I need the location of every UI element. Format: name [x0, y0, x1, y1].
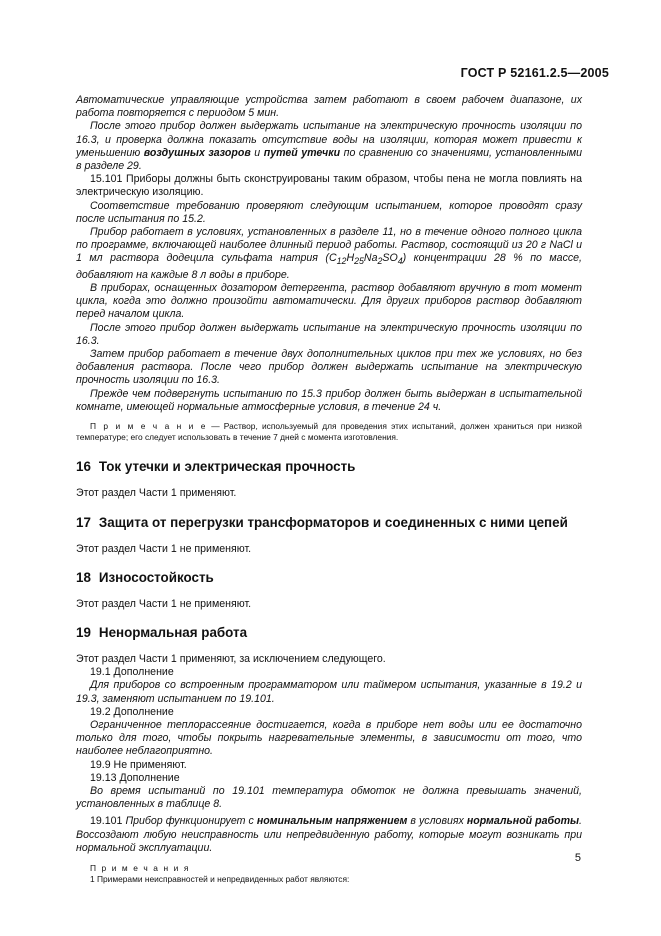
- section-title: Износостойкость: [98, 569, 214, 585]
- paragraph: После этого прибор должен выдержать испытание на электрическую прочность изоляции по 16.3.: [76, 321, 582, 347]
- document-body: [76, 94, 582, 885]
- note: 1 Примерами неисправностей и непредвиденных работ являются:: [90, 874, 350, 885]
- subscript: 25: [354, 256, 364, 267]
- paragraph: Этот раздел Части 1 применяют, за исключением следующего.: [76, 653, 386, 665]
- clause-heading: 19.2 Дополнение: [90, 705, 174, 718]
- clause-19-101: [76, 815, 582, 855]
- text-run: в условиях: [407, 815, 467, 828]
- section-heading: [76, 515, 582, 531]
- note-label: П р и м е ч а н и е: [90, 420, 208, 431]
- term-clearance: воздушных зазоров: [143, 146, 251, 159]
- text-run: Прибор функционирует с: [125, 815, 257, 828]
- section-title: Ток утечки и электрическая прочность: [98, 459, 356, 475]
- clause-number: 19.101: [90, 815, 126, 828]
- paragraph: Этот раздел Части 1 применяют.: [76, 487, 237, 500]
- clause-heading: 19.1 Дополнение: [90, 666, 174, 679]
- paragraph: Для приборов со встроенным программатором или таймером испытания, указанные в 19.2 и 19.3, заменяют испытанием по 19.101.: [76, 679, 582, 705]
- paragraph: [76, 120, 582, 173]
- section-number: 18: [76, 569, 91, 585]
- term-normal-operation: нормальной работы: [466, 815, 580, 828]
- page-number: 5: [574, 852, 581, 864]
- section-heading: [76, 625, 582, 641]
- section-number: 16: [76, 459, 91, 475]
- clause-15-101: 15.101 Приборы должны быть сконструированы таким образом, чтобы пена не могла повлиять на электрическую изоляцию.: [76, 173, 582, 199]
- text-run: . Воссоздают любую неисправность или непредвиденную работу, которые могут возникать при нормальной эксплуатации.: [76, 815, 582, 854]
- text-run: по сравнению со значениями, установленными в разделе 29.: [76, 146, 583, 173]
- text-run: После этого прибор должен выдержать испытание на электрическую прочность изоляции по 16.3, и проверка должна показать отсутствие воды на изоляции, которая может привести к уменьшению: [76, 120, 582, 159]
- text-run: SO: [382, 252, 398, 265]
- paragraph: Этот раздел Части 1 не применяют.: [76, 597, 252, 610]
- paragraph: [76, 226, 582, 282]
- clause-heading: 19.13 Дополнение: [90, 771, 180, 784]
- paragraph: Этот раздел Части 1 не применяют.: [76, 542, 252, 555]
- text-run: ) концентрации 28 % по массе, добавляют на каждые 8 л воды в приборе.: [76, 252, 582, 281]
- paragraph: Прежде чем подвергнуть испытанию по 15.3 прибор должен быть выдержан в испытательной комнате, имеющей нормальные атмосферные условия, в течение 24 ч.: [76, 387, 582, 413]
- section-heading: [76, 570, 582, 586]
- paragraph: Во время испытаний по 19.101 температура обмоток не должна превышать значений, установленных в таблице 8.: [76, 785, 582, 811]
- clause-heading: 19.9 Не применяют.: [90, 758, 187, 771]
- paragraph: Соответствие требованию проверяют следующим испытанием, которое проводят сразу после испытания по 15.2.: [76, 199, 582, 225]
- note: [76, 421, 582, 443]
- paragraph: Ограниченное теплорассеяние достигается, когда в приборе нет воды или ее достаточно только для того, чтобы покрыть нагревательные элементы, в зависимости от того, что наиболее неблагоприятно.: [76, 719, 582, 758]
- subscript: 4: [397, 256, 403, 267]
- section-title: Ненормальная работа: [98, 625, 248, 640]
- section-title: Защита от перегрузки трансформаторов и соединенных с ними цепей: [98, 514, 568, 530]
- standard-id: ГОСТ Р 52161.2.5—2005: [460, 66, 609, 80]
- subscript: 12: [336, 256, 347, 267]
- section-number: 17: [76, 514, 91, 530]
- text-run: H: [346, 252, 355, 265]
- paragraph: Автоматические управляющие устройства затем работают в своем рабочем диапазоне, их работа повторяется с периодом 5 мин.: [76, 94, 582, 120]
- note-text: — Раствор, используемый для проведения этих испытаний, должен храниться при низкой температуре; его следует использовать в течение 7 дней с момента изготовления.: [76, 420, 582, 443]
- term-rated-voltage: номинальным напряжением: [256, 815, 408, 828]
- term-creepage: путей утечки: [263, 146, 341, 159]
- subscript: 2: [377, 256, 383, 267]
- text-run: и: [250, 146, 264, 159]
- text-run: Na: [363, 252, 378, 265]
- paragraph: Затем прибор работает в течение двух дополнительных циклов при тех же условиях, но без добавления раствора. После чего прибор должен выдержать испытание на электрическую прочность изоляции по 16.3.: [76, 347, 582, 387]
- text-run: Прибор работает в условиях, установленных в разделе 11, но в течение одного полного цикла по программе, включающей наиболее длинный период работы. Раствор, состоящий из 20 г NaCl и 1 мл раствора додецила сульфата натрия (C: [76, 226, 582, 265]
- paragraph: В приборах, оснащенных дозатором детергента, раствор добавляют вручную в тот момент цикла, когда это должно произойти автоматически. Для других приборов раствор добавляют перед началом цикла.: [76, 281, 582, 321]
- section-heading: [76, 459, 582, 475]
- section-number: 19: [76, 625, 91, 640]
- notes-label: П р и м е ч а н и я: [90, 863, 190, 874]
